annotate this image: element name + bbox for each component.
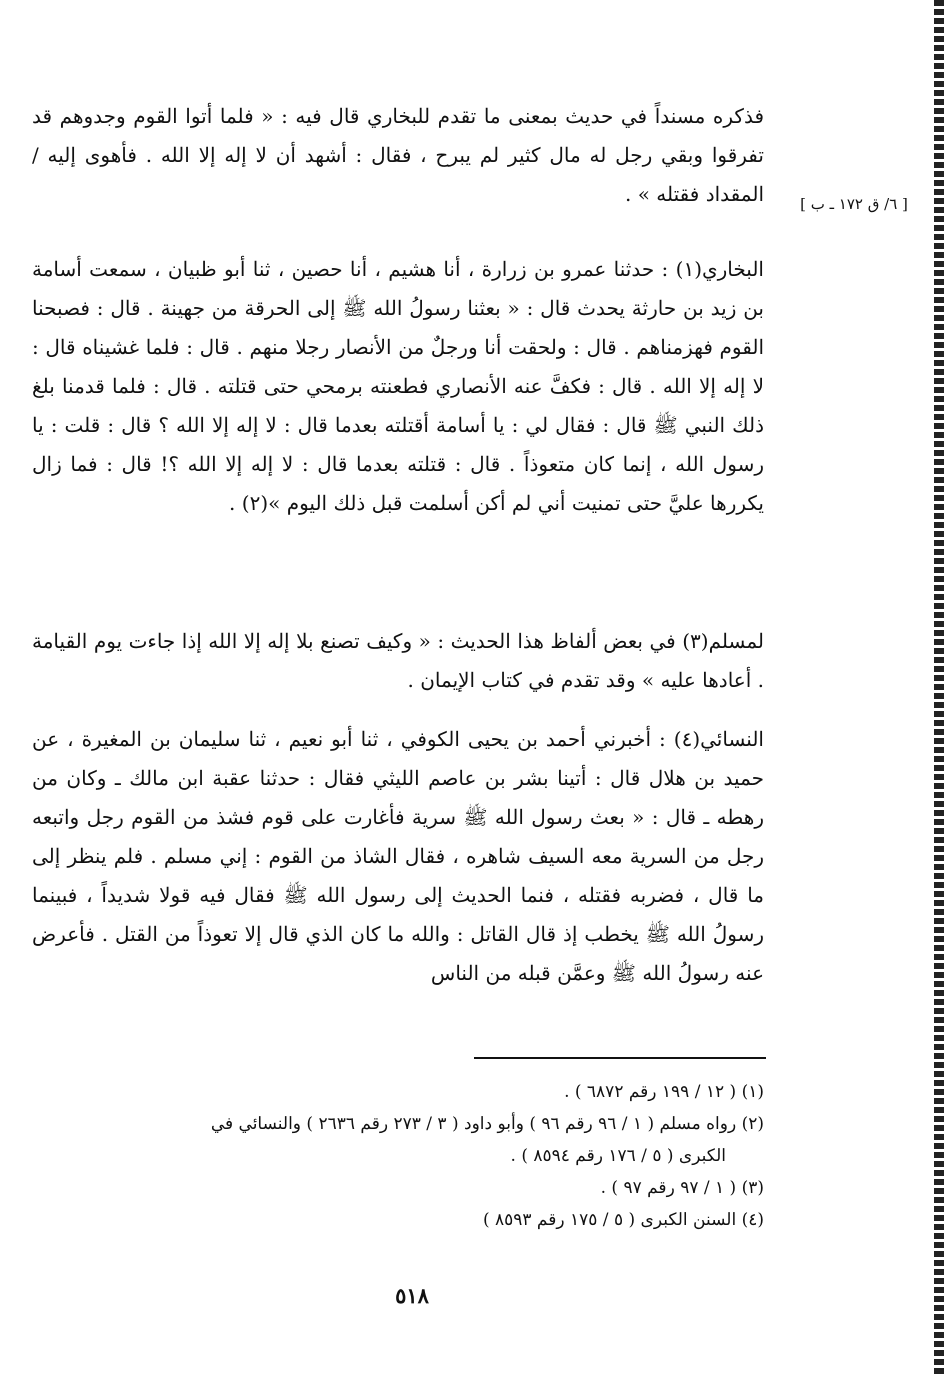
footnote-2-continuation: الكبرى ( ٥ / ١٧٦ رقم ٨٥٩٤ ) . [510,1146,726,1166]
footnote-3: (٣) ( ١ / ٩٧ رقم ٩٧ ) . [600,1178,764,1198]
paragraph-text: النسائي(٤) : أخبرني أحمد بن يحيى الكوفي ، ثنا أبو نعيم ، ثنا سليمان بن المغيرة ، عن حميد بن هلال قال : أتينا بشر بن عاصم الليثي فقال : حدثنا عقبة ابن مالك ـ وكان من رهطه ـ قال : « بعث رسول الله ﷺ سرية فأغارت على قوم فشذ من القوم رجل واتبعه رجل من السرية معه السيف شاهره ، فقال الشاذ من القوم : إني مسلم . فلم ينظر إلى ما قال ، فضربه فقتله ، فنما الحديث إلى رسول الله ﷺ فقال فيه قولا شديداً ، فبينما رسولُ الله ﷺ يخطب إذ قال القاتل : والله ما كان الذي قال إلا تعوذاً من القتل . فأعرض عنه رسولُ الله ﷺ وعمَّن قبله من الناس [32,727,764,985]
paragraph-4 [32,720,764,993]
page-number: ٥١٨ [395,1283,429,1308]
scan-edge [934,0,944,1374]
paragraph-3 [32,622,764,700]
paragraph-text: البخاري(١) : حدثنا عمرو بن زرارة ، أنا هشيم ، أنا حصين ، ثنا أبو ظبيان ، سمعت أسامة بن زيد بن حارثة يحدث قال : « بعثنا رسولُ الله ﷺ إلى الحرقة من جهينة . قال : فصبحنا القوم فهزمناهم . قال : ولحقت أنا ورجلٌ من الأنصار رجلا منهم . قال : فلما غشيناه قال : لا إله إلا الله . قال : فكفَّ عنه الأنصاري فطعنته برمحي حتى قتلته . قال : فلما قدمنا بلغ ذلك النبي ﷺ قال : فقال لي : يا أسامة أقتلته بعدما قال : لا إله إلا الله ؟ قال : قلت : يا رسول الله ، إنما كان متعوذاً . قال : قتلته بعدما قال : لا إله إلا الله ؟! قال : فما زال يكررها عليَّ حتى تمنيت أني لم أكن أسلمت قبل ذلك اليوم »(٢) . [32,257,765,515]
footnote-2: (٢) رواه مسلم ( ١ / ٩٦ رقم ٩٦ ) وأبو داود ( ٣ / ٢٧٣ رقم ٢٦٣٦ ) والنسائي في [210,1114,764,1134]
paragraph-2 [32,250,764,523]
footnote-separator [474,1057,766,1059]
footnote-4: (٤) السنن الكبرى ( ٥ / ١٧٥ رقم ٨٥٩٣ ) [482,1210,764,1230]
manuscript-margin-note: [ ٦/ ق ١٧٢ ـ ب ] [800,195,908,213]
paragraph-text: فذكره مسنداً في حديث بمعنى ما تقدم للبخاري قال فيه : « فلما أتوا القوم وجدوهم قد تفرقوا وبقي رجل له مال كثير لم يبرح ، فقال : أشهد أن لا إله إلا الله . فأهوى إليه / المقداد فقتله » . [32,104,764,206]
footnotes [32,1076,764,1236]
footnote-1: (١) ( ١٢ / ١٩٩ رقم ٦٨٧٢ ) . [564,1082,764,1102]
paragraph-text: لمسلم(٣) في بعض ألفاظ هذا الحديث : « وكيف تصنع بلا إله إلا الله إذا جاءت يوم القيامة . أعادها عليه » وقد تقدم في كتاب الإيمان . [32,629,764,692]
paragraph-1 [32,97,764,214]
